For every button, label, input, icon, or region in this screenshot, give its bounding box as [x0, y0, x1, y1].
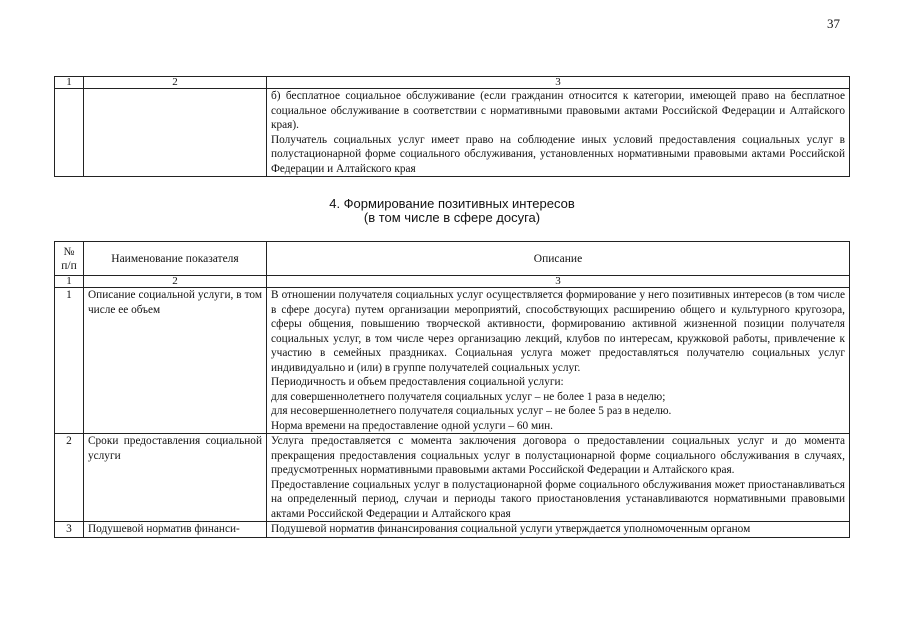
column-number: 1 — [55, 77, 84, 89]
description-paragraph: для несовершеннолетнего получателя социальных услуг – не более 5 раз в неделю. — [271, 405, 672, 417]
row-number: 2 — [55, 434, 84, 522]
indicator-cell: Описание социальной услуги, в том числе ее объем — [84, 288, 267, 434]
column-number: 2 — [84, 77, 267, 89]
services-table — [54, 241, 850, 538]
description-cell — [267, 522, 850, 538]
section-subtitle: (в том числе в сфере досуга) — [363, 210, 541, 225]
table-row — [55, 522, 850, 538]
description-paragraph: Предоставление социальных услуг в полустационарной форме социального обслуживания может приостанавливаться на определенный период, случаи и периоды такого приостановления устанавливаются нормативными правовыми актами Российской Федерации и Алтайского края — [271, 478, 845, 520]
column-number: 3 — [267, 77, 850, 89]
description-paragraph: Периодичность и объем предоставления социальной услуги: — [271, 376, 564, 388]
row-number: 1 — [55, 288, 84, 434]
section-heading — [54, 197, 850, 225]
row-number: 3 — [55, 522, 84, 538]
description-paragraph: Подушевой норматив финансирования социальной услуги утверждается уполномоченным органом — [271, 523, 751, 535]
table-row — [55, 89, 850, 177]
row-number-cell — [55, 89, 84, 177]
column-number: 3 — [267, 276, 850, 288]
description-cell — [267, 434, 850, 522]
description-paragraph: В отношении получателя социальных услуг осуществляется формирование у него позитивных интересов (в том числе в сфере досуга) путем организации мероприятий, способствующих расширению общего и культурного кругозора, сферы общения, повышению творческой активности, формированию активной жизненной позиции получателя социальных услуг, в том числе через организацию лекций, клубов по интересам, кружковой работы, привлечение к участию в семейных праздниках. Социальная услуга может предоставляться получателю социальных услуг индивидуально и (или) в группе получателей социальных услуг. — [271, 289, 845, 374]
column-number-row — [55, 77, 850, 89]
column-number: 1 — [55, 276, 84, 288]
header-number: № п/п — [55, 242, 84, 276]
table-row — [55, 288, 850, 434]
description-cell — [267, 288, 850, 434]
table-row — [55, 434, 850, 522]
description-paragraph: Услуга предоставляется с момента заключения договора о предоставлении социальных услуг и до момента прекращения предоставления социальных услуг в полустационарной форме социального обслуживания в случаях, предусмотренных нормативными правовыми актами Российской Федерации и Алтайского края. — [271, 435, 845, 476]
description-paragraph: Получатель социальных услуг имеет право на соблюдение иных условий предоставления социальных услуг в полустационарной форме социального обслуживания, установленных нормативными правовыми актами Российской Федерации и Алтайского края — [271, 133, 845, 175]
description-paragraph: для совершеннолетнего получателя социальных услуг – не более 1 раза в неделю; — [271, 390, 666, 403]
description-paragraph: Норма времени на предоставление одной услуги – 60 мин. — [271, 419, 554, 432]
table-header-row — [55, 242, 850, 276]
column-number: 2 — [84, 276, 267, 288]
description-cell — [267, 89, 850, 177]
indicator-cell: Подушевой норматив финанси- — [84, 522, 267, 538]
section-title: 4. Формирование позитивных интересов — [329, 196, 575, 211]
description-paragraph: б) бесплатное социальное обслуживание (если гражданин относится к категории, имеющей право на бесплатное социальное обслуживание в соответствии с нормативными правовыми актами Российской Федерации и Алтайского края). — [271, 90, 845, 131]
header-indicator: Наименование показателя — [84, 242, 267, 276]
indicator-cell: Сроки предоставления социальной услуги — [84, 434, 267, 522]
continuation-table — [54, 76, 850, 177]
column-number-row — [55, 276, 850, 288]
page-number: 37 — [827, 16, 840, 31]
header-description: Описание — [267, 242, 850, 276]
indicator-cell — [84, 89, 267, 177]
